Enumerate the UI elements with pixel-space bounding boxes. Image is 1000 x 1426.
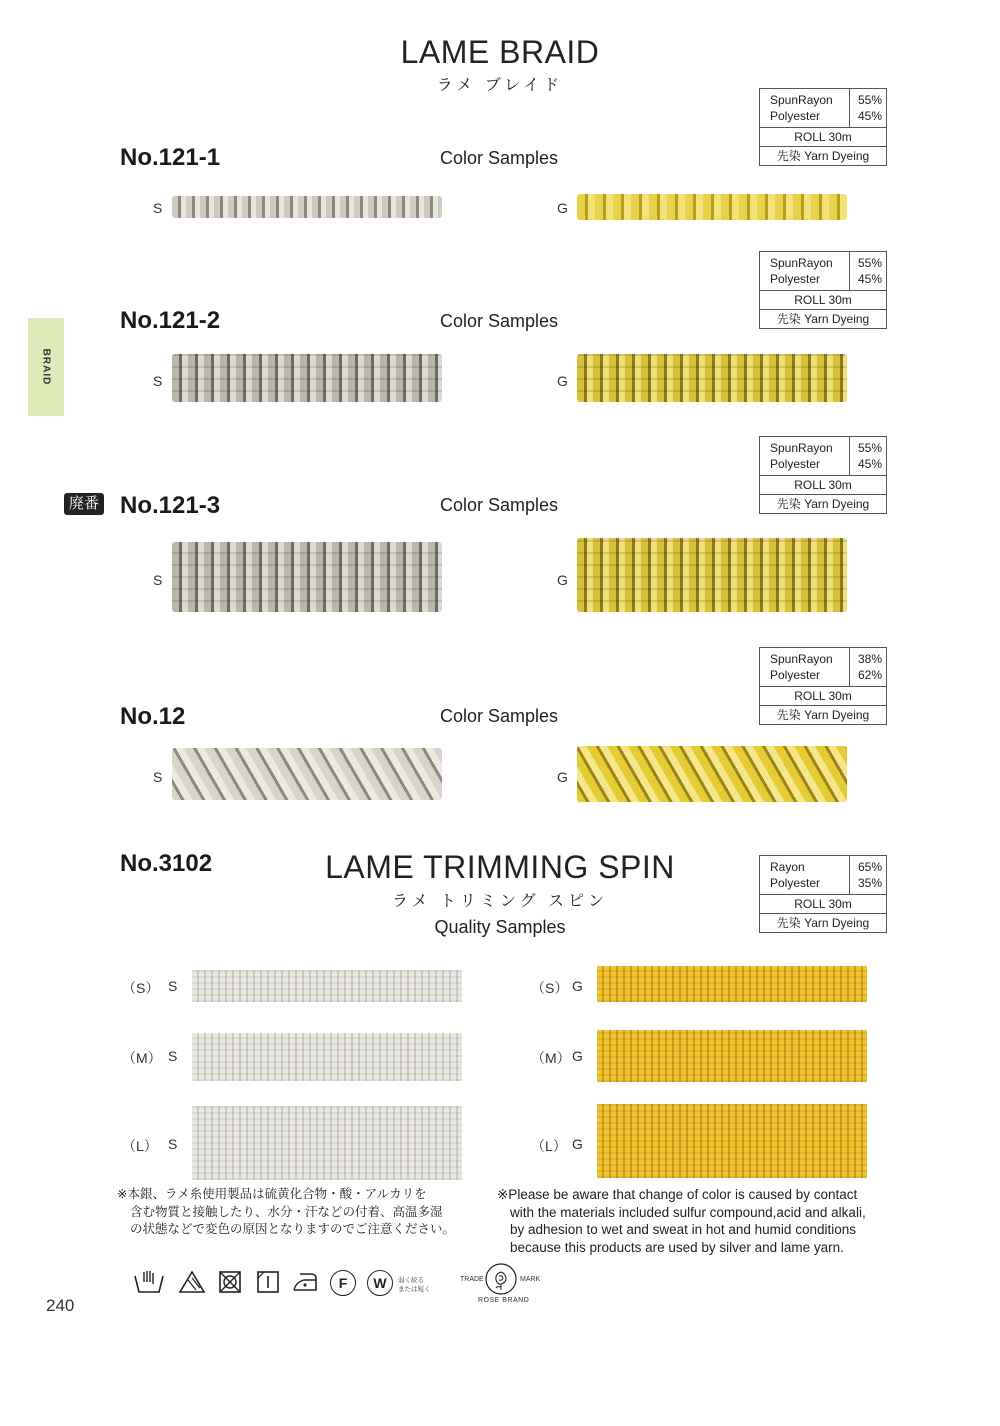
dyeing-method: 先染 Yarn Dyeing	[776, 916, 870, 930]
roll-length: ROLL 30m	[794, 897, 852, 911]
size-label: （S）	[122, 980, 160, 996]
logo-mark-text: MARK	[520, 1276, 541, 1283]
care-symbol-note	[398, 1276, 431, 1294]
fiber-name: Rayon	[770, 860, 805, 874]
care-note-english	[497, 1186, 866, 1256]
care-note-line: または短く	[398, 1286, 431, 1293]
note-line: because this products are used by silver and lame yarn.	[510, 1239, 844, 1255]
logo-brand-text: ROSE BRAND	[478, 1297, 530, 1304]
spec-table-121-3	[759, 436, 887, 514]
item-number: No.121-2	[120, 307, 221, 334]
no-tumble-dry-icon	[218, 1270, 242, 1294]
color-samples-label: Color Samples	[440, 495, 559, 515]
note-line: by adhesion to wet and sweat in hot and humid conditions	[510, 1222, 856, 1237]
fiber-name: Polyester	[770, 109, 821, 123]
color-samples-label: Color Samples	[440, 311, 559, 331]
note-line: ※本銀、ラメ糸使用製品は硫黄化合物・酸・アルカリを	[117, 1187, 427, 1201]
tape-swatch-silver	[192, 1033, 462, 1081]
iron-icon	[290, 1270, 320, 1294]
note-line: with the materials included sulfur compound,acid and alkali,	[510, 1204, 866, 1220]
wet-clean-w-icon: W	[367, 1270, 393, 1296]
spec-table-121-1	[759, 88, 887, 166]
size-label: （S）	[531, 980, 569, 996]
discontinued-stamp: 廃番	[64, 493, 104, 515]
sample-label-gold: G	[572, 1048, 583, 1064]
dry-clean-f-icon: F	[330, 1270, 356, 1296]
item-number: No.121-3	[120, 492, 221, 519]
note-line: 含む物質と接触したり、水分・汗などの付着、高温多湿	[130, 1204, 443, 1219]
side-tab-label: BRAID	[40, 348, 52, 386]
fiber-pct: 62%	[857, 668, 882, 682]
sample-label-gold: G	[572, 1136, 583, 1152]
tape-swatch-gold	[597, 1104, 867, 1178]
care-note-japanese	[117, 1186, 455, 1239]
bleach-icon	[178, 1270, 206, 1294]
braid-swatch-gold	[577, 746, 847, 802]
fiber-name: Polyester	[770, 457, 821, 471]
braid-swatch-silver	[172, 542, 442, 612]
braid-swatch-silver	[172, 748, 442, 800]
sample-label-gold: G	[557, 572, 568, 588]
size-label: （M）	[531, 1050, 571, 1066]
sample-label-gold: G	[557, 769, 568, 785]
care-note-line: 弱く絞る	[398, 1277, 424, 1284]
item-number: No.121-1	[120, 144, 221, 171]
fiber-name: Polyester	[770, 272, 821, 286]
braid-swatch-silver	[172, 354, 442, 402]
page-title: LAME BRAID	[400, 34, 600, 70]
hand-wash-icon	[133, 1268, 165, 1296]
roll-length: ROLL 30m	[794, 478, 852, 492]
roll-length: ROLL 30m	[794, 130, 852, 144]
fiber-pct: 38%	[857, 652, 882, 666]
color-samples-label: Color Samples	[440, 148, 559, 168]
roll-length: ROLL 30m	[794, 689, 852, 703]
size-label: （L）	[122, 1138, 158, 1154]
fiber-name: SpunRayon	[770, 256, 833, 270]
size-label: （L）	[531, 1138, 567, 1154]
sample-label-gold: G	[557, 373, 568, 389]
fiber-pct: 45%	[857, 109, 882, 123]
section-title: LAME TRIMMING SPIN	[325, 849, 675, 885]
fiber-pct: 55%	[857, 93, 882, 107]
fiber-pct: 55%	[857, 256, 882, 270]
dyeing-method: 先染 Yarn Dyeing	[776, 312, 870, 326]
fiber-pct: 55%	[857, 441, 882, 455]
size-label: （M）	[122, 1050, 162, 1066]
tape-swatch-gold	[597, 966, 867, 1002]
braid-swatch-gold	[577, 354, 847, 402]
quality-samples-label: Quality Samples	[434, 917, 566, 937]
fiber-name: SpunRayon	[770, 441, 833, 455]
dyeing-method: 先染 Yarn Dyeing	[776, 708, 870, 722]
item-number: No.3102	[120, 850, 213, 877]
color-samples-label: Color Samples	[440, 706, 559, 726]
braid-swatch-silver	[172, 196, 442, 218]
braid-swatch-gold	[577, 538, 847, 612]
note-line: ※Please be aware that change of color is caused by contact	[497, 1187, 858, 1202]
fiber-pct: 45%	[857, 272, 882, 286]
fiber-name: Polyester	[770, 668, 821, 682]
sample-label-silver: S	[168, 978, 178, 994]
sample-label-silver: S	[153, 200, 163, 216]
sample-label-silver: S	[153, 373, 163, 389]
fiber-name: Polyester	[770, 876, 821, 890]
fiber-pct: 45%	[857, 457, 882, 471]
page-number: 240	[46, 1296, 75, 1315]
fiber-name: SpunRayon	[770, 652, 833, 666]
fiber-name: SpunRayon	[770, 93, 833, 107]
sample-label-gold: G	[557, 200, 568, 216]
sample-label-silver: S	[153, 572, 163, 588]
dyeing-method: 先染 Yarn Dyeing	[776, 497, 870, 511]
item-number: No.12	[120, 703, 186, 730]
rose-brand-logo	[460, 1262, 542, 1312]
sample-label-silver: S	[153, 769, 163, 785]
tape-swatch-silver	[192, 1106, 462, 1180]
note-line: の状態などで変色の原因となりますのでご注意ください。	[130, 1222, 456, 1236]
sample-label-silver: S	[168, 1136, 178, 1152]
sample-label-gold: G	[572, 978, 583, 994]
logo-trade-text: TRADE	[460, 1276, 484, 1283]
dyeing-method: 先染 Yarn Dyeing	[776, 149, 870, 163]
section-subtitle: ラメ トリミング スピン	[391, 893, 609, 910]
roll-length: ROLL 30m	[794, 293, 852, 307]
line-dry-icon	[256, 1270, 280, 1294]
braid-swatch-gold	[577, 194, 847, 220]
spec-table-12	[759, 647, 887, 725]
spec-table-3102	[759, 855, 887, 933]
page-subtitle: ラメ ブレイド	[436, 77, 564, 94]
side-tab	[28, 318, 64, 416]
sample-label-silver: S	[168, 1048, 178, 1064]
rose-icon	[484, 1262, 518, 1296]
spec-table-121-2	[759, 251, 887, 329]
tape-swatch-silver	[192, 970, 462, 1002]
tape-swatch-gold	[597, 1030, 867, 1082]
fiber-pct: 65%	[857, 860, 882, 874]
fiber-pct: 35%	[857, 876, 882, 890]
